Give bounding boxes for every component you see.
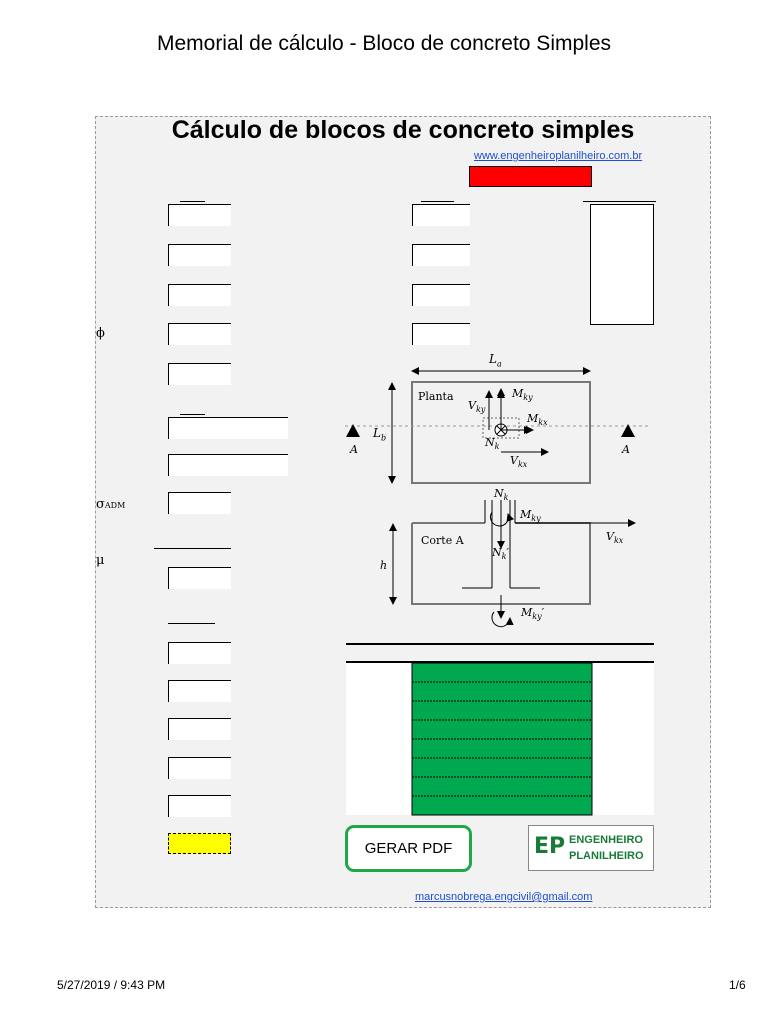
label-Nk-section: $N_k$	[494, 487, 509, 503]
engenheiro-planilheiro-logo	[528, 825, 654, 871]
logo-ep-mark: EP	[534, 834, 566, 859]
section-A-left: A	[350, 443, 358, 456]
label-Nk: $N_k$	[485, 436, 500, 452]
email-link[interactable]: marcusnobrega.engcivil@gmail.com	[415, 891, 593, 903]
section-A-right: A	[622, 443, 630, 456]
sheet-title: Cálculo de blocos de concreto simples	[171, 116, 635, 144]
section-label: Corte A	[421, 534, 464, 547]
mu-label: μ	[96, 553, 105, 568]
label-h: h	[380, 559, 388, 572]
phi-label: ϕ	[96, 326, 105, 341]
label-La: $L_a$	[489, 352, 502, 369]
print-timestamp: 5/27/2019 / 9:43 PM	[57, 978, 166, 992]
document-title: Memorial de cálculo - Bloco de concreto Simples	[156, 32, 612, 55]
label-Vkx-section: $V_{kx}$	[606, 530, 624, 546]
logo-line1: ENGENHEIRO	[569, 834, 643, 846]
label-Mky: $M_{ky}$	[512, 387, 533, 403]
label-Vkx: $V_{kx}$	[510, 454, 528, 470]
sigma-adm-label: σADM	[96, 497, 126, 512]
label-Mky-section: $M_{ky}$	[520, 508, 541, 524]
label-Vky: $V_{ky}$	[468, 399, 486, 415]
label-Nk-prime: $N_k'$	[492, 546, 509, 562]
site-link[interactable]: www.engenheiroplanilheiro.com.br	[474, 150, 643, 162]
plan-label: Planta	[418, 390, 454, 403]
label-Lb: $L_b$	[373, 426, 387, 443]
page-number: 1/6	[729, 978, 746, 992]
label-Mky-prime: $M_{ky}'$	[521, 606, 545, 622]
logo-line2: PLANILHEIRO	[569, 850, 644, 862]
generate-pdf-button[interactable]: GERAR PDF	[345, 825, 472, 872]
label-Mkx: $M_{kx}$	[527, 412, 548, 428]
